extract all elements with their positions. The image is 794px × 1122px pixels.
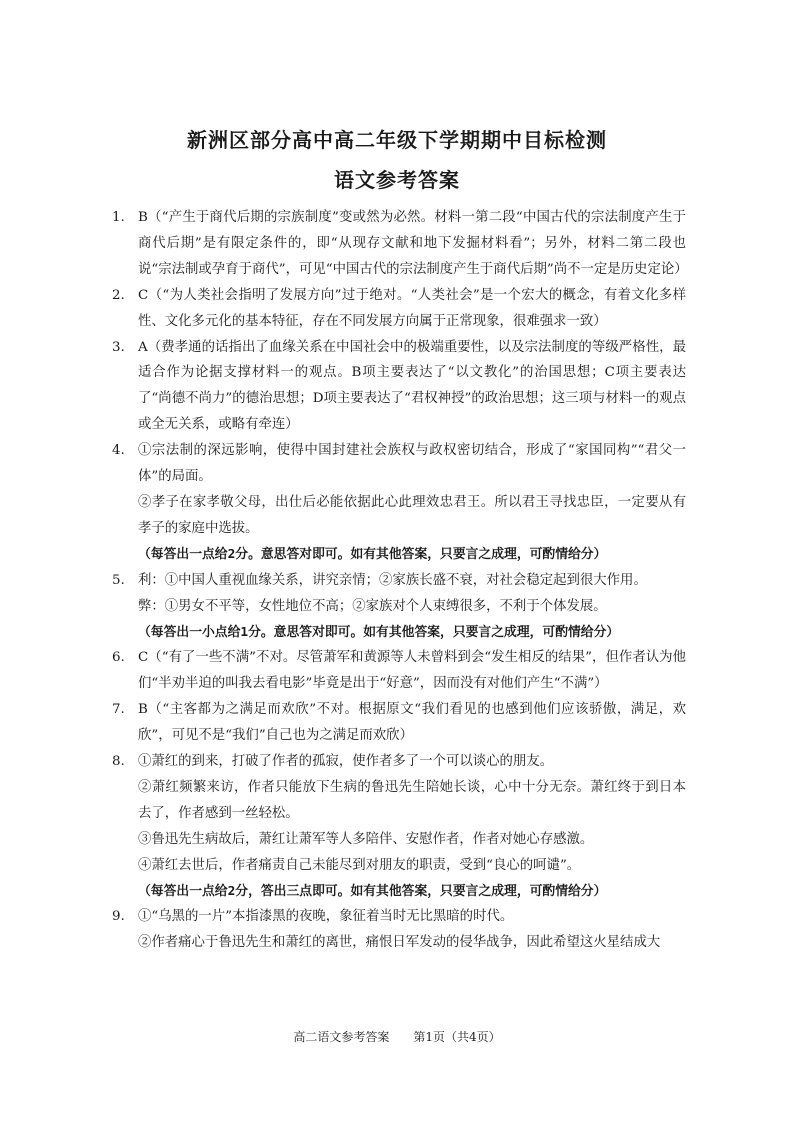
answer-text: B（“主客都为之满足而欢欣”不对。根据原文“我们看见的也感到他们应该骄傲，满足，欢欣”，可见不是“我们”自己也为之满足而欢欣）: [138, 702, 686, 744]
answer-text: ④萧红去世后，作者痛责自己未能尽到对朋友的职责，受到“良心的呵谴”。: [138, 857, 581, 873]
answer-item: [112, 283, 686, 335]
answer-number: 5.: [112, 572, 125, 588]
answer-text: C（“为人类社会指明了发展方向”过于绝对。“人类社会”是一个宏大的概念，有着文化多样性、文化多元化的基本特征，存在不同发展方向属于正常现象，很难强求一致）: [138, 287, 686, 329]
document-subtitle: 语文参考答案: [334, 168, 460, 192]
answer-text: 弊：①男女不平等，女性地位不高；②家族对个人束缚很多，不利于个体发展。: [138, 598, 607, 614]
scoring-note: （每答出一点给2分，答出三点即可。如有其他答案，只要言之成理，可酌情给分）: [138, 883, 607, 899]
answer-item: [112, 697, 686, 749]
answer-text: ③鲁迅先生病故后，萧红让萧军等人多陪伴、安慰作者，作者对她心存感激。: [138, 831, 594, 847]
answer-text: C（“有了一些不满”不对。尽管萧军和黄源等人未曾料到会“发生相反的结果”，但作者认为他们“半劝半迫的叫我去看电影”毕竟是出于“好意”，因而没有对他们产生“不满”）: [138, 650, 686, 692]
answer-item: [112, 645, 686, 697]
answer-number: 3.: [112, 339, 125, 355]
answer-text: ①萧红的到来，打破了作者的孤寂，使作者多了一个可以谈心的朋友。: [138, 754, 554, 770]
answer-number: 4.: [112, 443, 125, 459]
answer-item: [112, 904, 686, 956]
answer-text: ②萧红频繁来访，作者只能放下生病的鲁迅先生陪她长谈，心中十分无奈。萧红终于到日本去了，作者感到一丝轻松。: [138, 779, 686, 821]
answer-number: 1.: [112, 210, 125, 225]
answer-text: B（“产生于商代后期的宗族制度”变或然为必然。材料一第二段“中国古代的宗法制度产生于商代后期”是有限定条件的，即“从现存文献和地下发掘材料看”；另外，材料二第二段也说“宗法制或孕育于商代”，可见“中国古代的宗法制度产生于商代后期”尚不一定是历史定论）: [138, 210, 688, 277]
answer-number: 9.: [112, 909, 125, 925]
answer-text: ②孝子在家孝敬父母，出仕后必能依据此心此理效忠君王。所以君王寻找忠臣，一定要从有孝子的家庭中选拔。: [138, 494, 686, 536]
answer-text: 利：①中国人重视血缘关系，讲究亲情；②家族长盛不衰，对社会稳定起到很大作用。: [138, 572, 647, 588]
answer-text: ②作者痛心于鲁迅先生和萧红的离世，痛恨日军发动的侵华战争，因此希望这火星结成大: [138, 935, 661, 951]
answer-number: 2.: [112, 287, 125, 303]
answer-text: ①“乌黑的一片”本指漆黑的夜晚，象征着当时无比黑暗的时代。: [138, 909, 514, 925]
answer-list: [112, 205, 686, 956]
answer-item: [112, 438, 686, 568]
answer-number: 8.: [112, 754, 125, 770]
answer-item: [112, 749, 686, 904]
answer-number: 7.: [112, 702, 125, 718]
scoring-note: （每答出一点给2分。意思答对即可。如有其他答案，只要言之成理，可酌情给分）: [138, 546, 607, 562]
scoring-note: （每答出一小点给1分。意思答对即可。如有其他答案，只要言之成理，可酌情给分）: [138, 624, 620, 640]
answer-item: [112, 205, 686, 283]
document-title: 新洲区部分高中高二年级下学期期中目标检测: [187, 128, 607, 152]
page-footer: 高二语文参考答案 第1页（共4页）: [293, 1030, 501, 1044]
answer-text: ①宗法制的深远影响，使得中国封建社会族权与政权密切结合，形成了“家国同构”“君父一体”的局面。: [138, 443, 686, 485]
answer-item: [112, 568, 686, 646]
answer-number: 6.: [112, 650, 125, 666]
answer-item: [112, 335, 686, 439]
answer-text: A（费孝通的话指出了血缘关系在中国社会中的极端重要性，以及宗法制度的等级严格性，最适合作为论据支撑材料一的观点。B项主要表达了“以文教化”的治国思想；C项主要表达了“尚德不尚力”的德治思想；D项主要表达了“君权神授”的政治思想；这三项与材料一的观点或全无关系，或略有牵连）: [138, 339, 686, 433]
